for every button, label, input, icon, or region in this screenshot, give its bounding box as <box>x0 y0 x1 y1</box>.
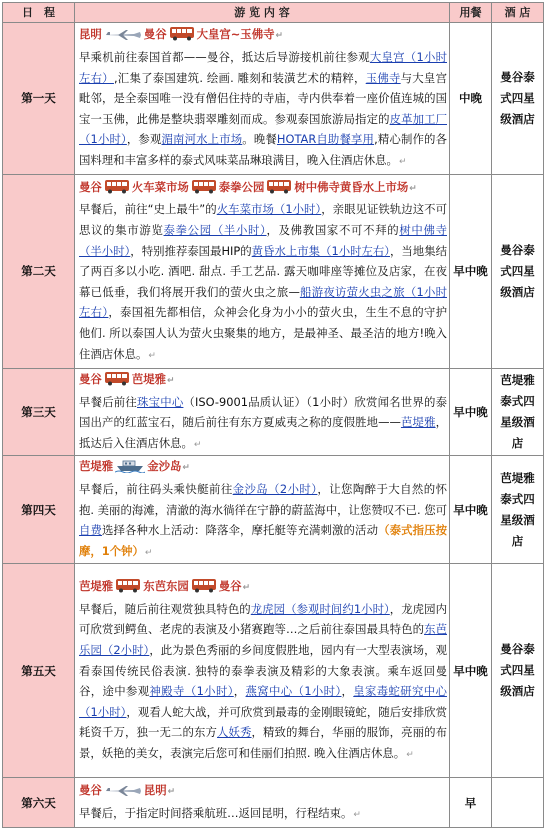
route-place: 芭堤雅 <box>131 372 166 386</box>
attraction-link[interactable]: 人妖秀 <box>217 725 252 740</box>
attraction-link[interactable]: 东芭乐园（2小时） <box>79 622 447 657</box>
description-text: ，亲眼见证铁轨边这不可思议的集市游览 <box>79 202 447 238</box>
attraction-link[interactable]: 湄南河水上市场 <box>161 132 243 147</box>
description-text: ，此为景色秀丽的乡间度假胜地，园内有一大型表演场，观看泰国传统民俗表演. 独特的泰拳表演及精彩的大象表演。乘车返回曼谷，途中参观 <box>79 642 447 699</box>
description-text: 早餐后，前往码头乘快艇前往 <box>79 481 233 496</box>
attraction-link[interactable]: 黄昏水上市集（1小时左右） <box>251 243 390 258</box>
attraction-link[interactable]: 龙虎园（参观时间约1小时） <box>250 601 390 616</box>
attraction-link[interactable]: HOTAR自助餐享用 <box>276 132 375 147</box>
paragraph-mark-icon: ↵ <box>166 376 175 386</box>
airplane-icon <box>104 785 142 797</box>
paragraph-mark-icon: ↵ <box>406 749 414 760</box>
paragraph-mark-icon: ↵ <box>275 31 284 42</box>
meal-cell: 中晚 <box>450 23 492 175</box>
table-row <box>3 175 544 369</box>
route-place: 大皇宫~玉佛寺 <box>196 27 275 42</box>
day-description <box>79 199 447 366</box>
attraction-link[interactable]: 玉佛寺 <box>365 70 401 85</box>
hotel-cell: 曼谷泰式四星级酒店 <box>492 23 544 175</box>
route-line <box>79 369 447 392</box>
paragraph-mark-icon: ↵ <box>242 583 251 594</box>
route-place: 泰拳公园 <box>218 179 265 194</box>
route-place: 曼谷 <box>79 179 102 194</box>
day-label: 第二天 <box>3 175 75 369</box>
description-text: ，当地集结了两百多以小吃. 酒吧. 甜点. 手工艺品. 露天咖啡座等摊位及店家，在夜幕已低垂，我们将展开我们的萤火虫之旅— <box>79 243 447 299</box>
route-line <box>79 576 447 599</box>
day-description <box>79 803 447 826</box>
day-label: 第五天 <box>3 564 75 778</box>
highlight-note: （泰式指压按摩，1个钟） <box>79 523 447 558</box>
bus-icon <box>169 26 195 41</box>
description-text: 。晚餐 <box>242 132 277 147</box>
attraction-link[interactable]: 神殿寺（1小时） <box>149 684 234 699</box>
meal-cell: 早中晚 <box>450 369 492 456</box>
day-label: 第三天 <box>3 369 75 456</box>
header-content: 游 览 内 容 <box>75 3 450 23</box>
paragraph-mark-icon: ↵ <box>144 547 153 558</box>
description-text: ， <box>341 684 354 699</box>
day-description <box>79 599 447 766</box>
route-place: 曼谷 <box>218 579 242 594</box>
meal-cell: 早中晚 <box>450 564 492 778</box>
table-row <box>3 23 544 175</box>
table-header-row <box>3 3 544 23</box>
hotel-cell: 曼谷泰式四星级酒店 <box>492 564 544 778</box>
attraction-link[interactable]: 自费 <box>79 523 103 538</box>
description-text: 与大皇宫毗邻，是全泰国唯一没有僧侣住持的寺庙，寺内供奉着一座价值连城的国宝一玉佛，此佛是整块翡翠雕刻而成。参观泰国旅游局指定的 <box>79 70 447 126</box>
description-text: ，让您陶醉于大自然的怀抱. 美丽的海滩，清澈的海水徜徉在宁静的蔚蓝海中，让您赞叹不已. 您可 <box>79 481 447 517</box>
attraction-link[interactable]: 泰拳公园（半小时） <box>163 223 267 238</box>
boat-icon <box>115 457 145 473</box>
route-place: 金沙岛 <box>147 459 182 474</box>
description-text: ，泰国祖先都相信，众神会化身为小小的萤火虫，生生不息的守护他们. 所以泰国人认为萤火虫聚集的地方，是最神圣、最圣洁的地方!晚入住酒店休息。 <box>79 305 447 361</box>
meal-cell: 早 <box>450 778 492 828</box>
route-place: 曼谷 <box>79 783 102 798</box>
meal-cell: 早中晚 <box>450 456 492 564</box>
description-text: 早乘机前往泰国首都——曼谷，抵达后导游接机前往参观 <box>79 50 370 65</box>
day-content <box>75 175 450 369</box>
description-text: （ISO-9001品质认证）（1小时）欣赏闻名世界的泰国出产的红蓝宝石，随后前往有东方夏威夷之称的度假胜地—— <box>79 394 447 430</box>
route-line <box>79 177 447 200</box>
description-text: 早餐后，前往“史上最牛”的 <box>79 202 217 217</box>
day-content <box>75 369 450 456</box>
attraction-link[interactable]: 金沙岛（2小时） <box>232 481 318 496</box>
day-content <box>75 23 450 175</box>
day-label: 第四天 <box>3 456 75 564</box>
paragraph-mark-icon: ↵ <box>148 350 156 361</box>
itinerary-table <box>2 2 544 828</box>
route-place: 树中佛寺黄昏水上市场 <box>294 179 409 194</box>
route-place: 曼谷 <box>143 27 167 42</box>
route-place: 芭堤雅 <box>79 459 114 474</box>
hotel-cell: 芭堤雅泰式四星级酒店 <box>492 456 544 564</box>
table-row <box>3 778 544 828</box>
day-description <box>79 479 447 563</box>
route-line <box>79 780 447 803</box>
attraction-link[interactable]: 皮革加工厂（1小时） <box>79 111 447 147</box>
meal-cell: 早中晚 <box>450 175 492 369</box>
description-text: ，观看人蛇大战，并可欣赏到最毒的金刚眼镜蛇，随后安排欣赏耗资千万，独一无二的东方 <box>79 704 447 740</box>
day-description <box>79 392 447 456</box>
route-place: 芭堤雅 <box>79 579 114 594</box>
route-line <box>79 24 447 47</box>
description-text: ，及佛教国家不可不拜的 <box>266 223 400 238</box>
route-place: 火车菜市场 <box>131 179 189 194</box>
attraction-link[interactable]: 珠宝中心 <box>137 394 184 409</box>
description-text: ，抵达后入住酒店休息。 <box>79 415 447 450</box>
table-row <box>3 369 544 456</box>
attraction-link[interactable]: 树中佛寺（半小时） <box>79 223 447 258</box>
bus-icon <box>115 578 141 593</box>
attraction-link[interactable]: 芭堤雅 <box>400 415 436 430</box>
attraction-link[interactable]: 火车菜市场（1小时） <box>216 202 322 217</box>
day-label: 第六天 <box>3 778 75 828</box>
route-place: 昆明 <box>79 27 102 42</box>
bus-icon <box>104 179 130 194</box>
description-text: 早餐后，于指定时间搭乘航班…返回昆明，行程结束。 <box>79 805 353 820</box>
route-line <box>79 456 447 479</box>
description-text: ，精致的舞台，华丽的服饰，亮丽的布景，妖艳的美女，表演完后您可和佳丽们拍照. 晚入住酒店休息。 <box>79 725 447 760</box>
table-row <box>3 564 544 778</box>
route-place: 东芭东园 <box>143 579 189 594</box>
bus-icon <box>104 371 130 386</box>
day-content <box>75 564 450 778</box>
bus-icon <box>266 179 292 194</box>
day-description <box>79 47 447 173</box>
hotel-cell: 曼谷泰式四星级酒店 <box>492 175 544 369</box>
hotel-cell <box>492 778 544 828</box>
description-text: ，龙虎园内可欣赏到鳄鱼、老虎的表演及小猪赛跑等…之后前往泰国最具特色的 <box>79 601 447 637</box>
attraction-link[interactable]: 船游夜访萤火虫之旅（1小时左右） <box>79 284 447 320</box>
description-text: 早餐后前往 <box>79 394 138 409</box>
attraction-link[interactable]: 燕窝中心（1小时） <box>245 684 342 699</box>
route-place: 曼谷 <box>79 372 102 386</box>
day-content <box>75 778 450 828</box>
description-text: ,精心制作的各国料理和丰富多样的泰式风味菜品琳琅满目，晚入住酒店休息。 <box>79 132 447 167</box>
description-text: 选择各种水上活动：降落伞，摩托艇等充满刺激的活动 <box>102 523 379 538</box>
header-meal: 用餐 <box>450 3 492 23</box>
paragraph-mark-icon: ↵ <box>167 787 176 798</box>
paragraph-mark-icon: ↵ <box>409 183 417 194</box>
route-place: 昆明 <box>143 783 167 798</box>
hotel-cell: 芭堤雅泰式四星级酒店 <box>492 369 544 456</box>
description-text: 早餐后，随后前往观赏独具特色的 <box>79 601 251 616</box>
description-text: ， <box>233 684 246 699</box>
day-content <box>75 456 450 564</box>
bus-icon <box>191 578 217 593</box>
description-text: ，参观 <box>126 132 162 147</box>
paragraph-mark-icon: ↵ <box>182 463 190 474</box>
day-label: 第一天 <box>3 23 75 175</box>
description-text: ，特别推荐泰国最HIP的 <box>130 243 252 258</box>
bus-icon <box>191 179 217 194</box>
header-day: 日 程 <box>3 3 75 23</box>
attraction-link[interactable]: 皇家毒蛇研究中心（1小时） <box>79 684 447 719</box>
description-text: ,汇集了泰国建筑. 绘画. 雕刻和装潢艺术的精粹， <box>113 70 366 85</box>
table-row <box>3 456 544 564</box>
airplane-icon <box>104 29 142 41</box>
attraction-link[interactable]: 大皇宫（1小时左右） <box>79 50 447 85</box>
paragraph-mark-icon: ↵ <box>398 156 407 167</box>
paragraph-mark-icon: ↵ <box>193 439 202 450</box>
paragraph-mark-icon: ↵ <box>353 809 361 820</box>
header-hotel: 酒 店 <box>492 3 544 23</box>
